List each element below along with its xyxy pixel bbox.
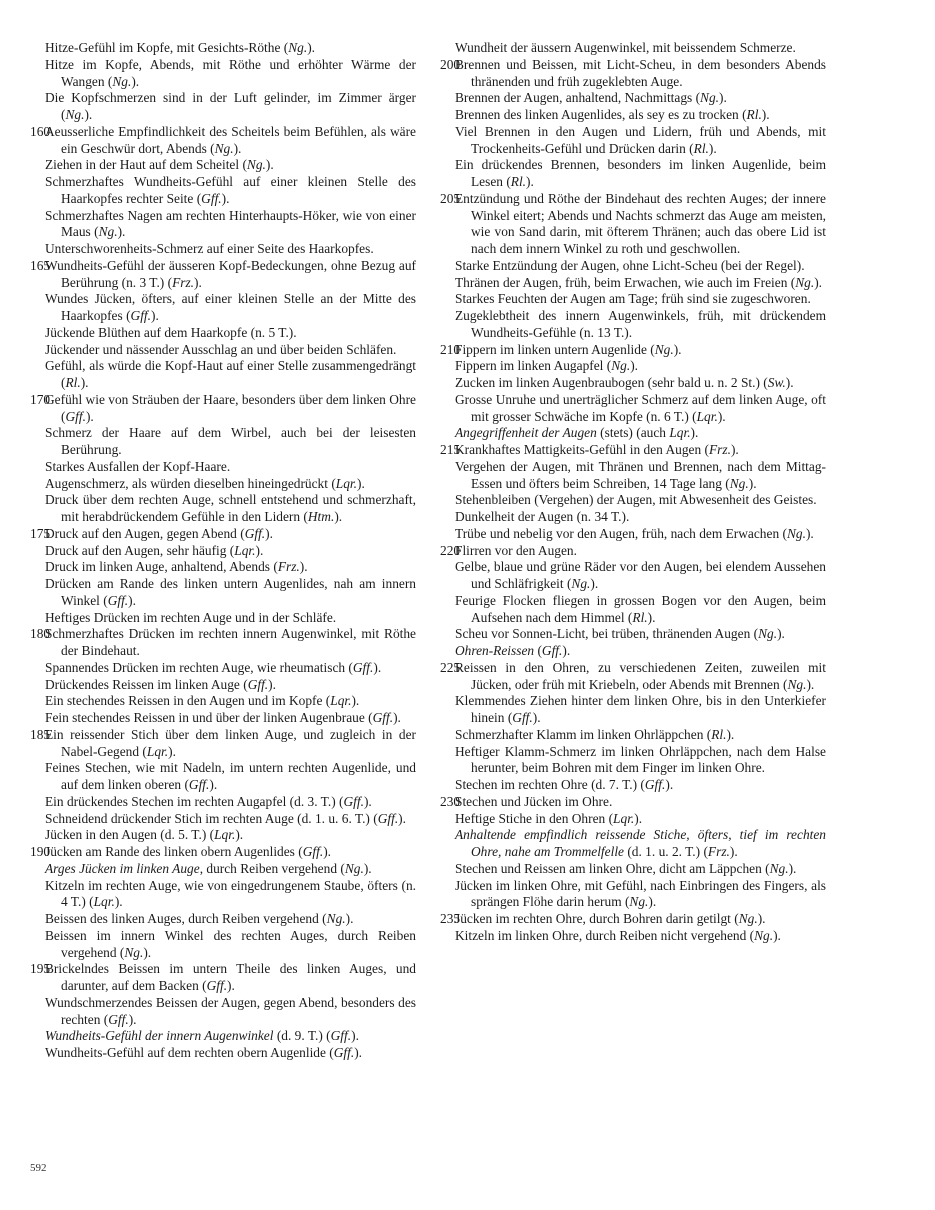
symptom-entry	[30, 911, 416, 928]
entry-text: Dunkelheit der Augen (n. 34 T.).	[455, 509, 630, 524]
entry-number: 220	[440, 542, 461, 558]
symptom-entry	[440, 509, 826, 526]
symptom-entry	[440, 811, 826, 828]
entry-number: 180	[30, 626, 51, 642]
symptom-entry	[30, 827, 416, 844]
symptom-entry	[440, 794, 826, 811]
entry-number: 225	[440, 659, 461, 675]
symptom-entry	[30, 358, 416, 392]
entry-text: Schmerz der Haare auf dem Wirbel, auch bei der leisesten Berührung.	[45, 425, 416, 457]
entry-text: Beissen im innern Winkel des rechten Auges, durch Reiben vergehend (Ng.).	[45, 927, 416, 960]
entry-text: Heftiger Klamm-Schmerz im linken Ohrläppchen, nach dem Halse herunter, beim Bohren mit dem Finger im linken Ohre.	[455, 743, 826, 776]
entry-number: 210	[440, 341, 461, 357]
symptom-entry	[440, 442, 826, 459]
entry-text: Klemmendes Ziehen hinter dem linken Ohre, bis in den Unterkiefer hinein (Gff.).	[455, 693, 826, 725]
entry-text: Fippern im linken Augapfel (Ng.).	[455, 358, 638, 374]
entry-text: Kitzeln im rechten Auge, wie von eingedrungenem Staube, öfters (n. 4 T.) (Lqr.).	[45, 877, 416, 910]
symptom-entry	[30, 174, 416, 208]
entry-text: Kitzeln im linken Ohre, durch Reiben nicht vergehend (Ng.).	[455, 927, 781, 943]
entry-text: Ein reissender Stich über dem linken Auge, und zugleich in der Nabel-Gegend (Lqr.).	[45, 726, 416, 759]
symptom-entry	[440, 375, 826, 392]
entry-text: Gefühl, als würde die Kopf-Haut auf einer Stelle zusammengedrängt (Rl.).	[45, 358, 416, 390]
symptom-entry	[440, 308, 826, 342]
symptom-entry	[440, 660, 826, 694]
symptom-entry	[440, 258, 826, 275]
entry-text: Viel Brennen in den Augen und Lidern, früh und Abends, mit Trockenheits-Gefühl und Drücken darin (Rl.).	[455, 123, 826, 156]
entry-text: Flirren vor den Augen.	[455, 542, 577, 558]
entry-text: Stehenbleiben (Vergehen) der Augen, mit Abwesenheit des Geistes.	[455, 492, 817, 508]
entry-text: Thränen der Augen, früh, beim Erwachen, wie auch im Freien (Ng.).	[455, 274, 823, 290]
symptom-entry	[30, 844, 416, 861]
entry-number: 175	[30, 525, 51, 541]
entry-text: Schmerzhaftes Wundheits-Gefühl auf einer kleinen Stelle des Haarkopfes rechter Seite (Gff.).	[45, 174, 416, 206]
entry-text: Stechen und Jücken im Ohre.	[455, 793, 613, 809]
symptom-entry	[30, 878, 416, 912]
entry-text: Starkes Feuchten der Augen am Tage; früh sind sie zugeschworen.	[455, 291, 811, 307]
entry-text: Feurige Flocken fliegen in grossen Bogen vor den Augen, beim Aufsehen nach dem Himmel (Rl.).	[455, 592, 826, 625]
right-column	[440, 40, 826, 945]
symptom-entry	[30, 861, 416, 878]
entry-number: 200	[440, 56, 461, 72]
symptom-entry	[30, 660, 416, 677]
symptom-entry	[30, 626, 416, 660]
entry-text: Wundheits-Gefühl auf dem rechten obern Augenlide (Gff.).	[45, 1045, 363, 1060]
entry-text: Jücken in den Augen (d. 5. T.) (Lqr.).	[45, 827, 244, 843]
symptom-entry	[30, 476, 416, 493]
entry-number: 160	[30, 123, 51, 139]
symptom-entry	[440, 559, 826, 593]
entry-number: 165	[30, 257, 51, 273]
symptom-entry	[30, 677, 416, 694]
symptom-entry	[440, 928, 826, 945]
entry-text: Beissen des linken Auges, durch Reiben vergehend (Ng.).	[45, 911, 354, 926]
symptom-entry	[30, 90, 416, 124]
left-column	[30, 40, 416, 1062]
symptom-entry	[30, 559, 416, 576]
symptom-entry	[30, 40, 416, 57]
entry-text: Schmerzhafter Klamm im linken Ohrläppchen (Rl.).	[455, 726, 735, 742]
symptom-entry	[440, 124, 826, 158]
symptom-entry	[30, 124, 416, 158]
entry-number: 195	[30, 961, 51, 977]
entry-text: Drückendes Reissen im linken Auge (Gff.).	[45, 676, 276, 692]
entry-text: Zucken im linken Augenbraubogen (sehr bald u. n. 2 St.) (Sw.).	[455, 375, 794, 390]
symptom-entry	[440, 157, 826, 191]
entry-text: Die Kopfschmerzen sind in der Luft gelinder, im Zimmer ärger (Ng.).	[45, 90, 416, 122]
symptom-entry	[440, 626, 826, 643]
symptom-entry	[440, 878, 826, 912]
symptom-entry	[30, 727, 416, 761]
symptom-entry	[440, 275, 826, 292]
entry-text: Wundes Jücken, öfters, auf einer kleinen Stelle an der Mitte des Haarkopfes (Gff.).	[45, 291, 416, 323]
symptom-entry	[30, 543, 416, 560]
symptom-entry	[440, 358, 826, 375]
entry-text: Anhaltende empfindlich reissende Stiche, öfters, tief im rechten Ohre, nahe am Trommelfelle (d. 1. u. 2. T.) (Frz.).	[455, 827, 826, 859]
page-number: 592	[30, 1162, 47, 1174]
entry-text: Jücken im rechten Ohre, durch Bohren darin getilgt (Ng.).	[455, 911, 766, 926]
entry-text: Augenschmerz, als würden dieselben hineingedrückt (Lqr.).	[45, 475, 365, 491]
entry-text: Angegriffenheit der Augen (stets) (auch Lqr.).	[455, 425, 699, 441]
symptom-entry	[30, 794, 416, 811]
symptom-entry	[440, 593, 826, 627]
entry-number: 205	[440, 190, 461, 206]
entry-text: Entzündung und Röthe der Bindehaut des rechten Auges; der innere Winkel eitert; Abends und Nachts schmerzt das Auge am meisten, wie von Sand darin, mit öfterem Thränen; auch das obere Lid ist nach dem innern Winkel zu roth und geschwollen.	[455, 190, 826, 256]
entry-text: Wundheits-Gefühl der äusseren Kopf-Bedeckungen, ohne Bezug auf Berührung (n. 3 T.) (Frz.).	[45, 257, 416, 290]
symptom-entry	[30, 325, 416, 342]
symptom-entry	[30, 459, 416, 476]
symptom-entry	[440, 342, 826, 359]
symptom-entry	[30, 392, 416, 426]
symptom-entry	[30, 492, 416, 526]
symptom-entry	[30, 241, 416, 258]
entry-text: Zugeklebtheit des innern Augenwinkels, früh, mit drückendem Wundheits-Gefühle (n. 13 T.).	[455, 308, 826, 340]
symptom-entry	[30, 811, 416, 828]
symptom-entry	[440, 90, 826, 107]
symptom-entry	[30, 576, 416, 610]
entry-text: Ziehen in der Haut auf dem Scheitel (Ng.).	[45, 157, 274, 173]
entry-text: Fein stechendes Reissen in und über der linken Augenbraue (Gff.).	[45, 710, 401, 725]
symptom-entry	[440, 40, 826, 57]
symptom-entry	[440, 643, 826, 660]
entry-number: 230	[440, 793, 461, 809]
entry-text: Heftige Stiche in den Ohren (Lqr.).	[455, 810, 643, 826]
entry-number: 185	[30, 726, 51, 742]
symptom-entry	[30, 157, 416, 174]
symptom-entry	[440, 911, 826, 928]
symptom-entry	[440, 425, 826, 442]
symptom-entry	[30, 1045, 416, 1062]
entry-text: Druck im linken Auge, anhaltend, Abends (Frz.).	[45, 559, 308, 575]
entry-text: Brennen der Augen, anhaltend, Nachmittags (Ng.).	[455, 90, 727, 106]
entry-text: Starkes Ausfallen der Kopf-Haare.	[45, 458, 231, 474]
entry-text: Grosse Unruhe und unerträglicher Schmerz auf dem linken Auge, oft mit grosser Schwäche im Kopfe (n. 6 T.) (Lqr.).	[455, 391, 826, 424]
symptom-entry	[440, 57, 826, 91]
entry-number: 215	[440, 442, 461, 457]
entry-text: Reissen in den Ohren, zu verschiedenen Zeiten, zuweilen mit Jücken, oder früh mit Kriebeln, oder Abends mit Brennen (Ng.).	[455, 659, 826, 692]
entry-text: Jückende Blüthen auf dem Haarkopfe (n. 5 T.).	[45, 324, 297, 340]
entry-text: Wundheits-Gefühl der innern Augenwinkel (d. 9. T.) (Gff.).	[45, 1028, 359, 1044]
entry-text: Brennen des linken Augenlides, als sey es zu trocken (Rl.).	[455, 107, 770, 122]
entry-text: Ein drückendes Brennen, besonders im linken Augenlide, beim Lesen (Rl.).	[455, 157, 826, 189]
symptom-entry	[30, 961, 416, 995]
symptom-entry	[30, 928, 416, 962]
entry-text: Aeusserliche Empfindlichkeit des Scheitels beim Befühlen, als wäre ein Geschwür dort, Abends (Ng.).	[45, 123, 416, 156]
entry-text: Heftiges Drücken im rechten Auge und in der Schläfe.	[45, 609, 337, 625]
entry-text: Spannendes Drücken im rechten Auge, wie rheumatisch (Gff.).	[45, 659, 382, 675]
symptom-entry	[30, 291, 416, 325]
entry-text: Trübe und nebelig vor den Augen, früh, nach dem Erwachen (Ng.).	[455, 525, 814, 541]
entry-text: Druck auf den Augen, sehr häufig (Lqr.).	[45, 542, 264, 558]
entry-text: Starke Entzündung der Augen, ohne Licht-Scheu (bei der Regel).	[455, 257, 805, 273]
entry-text: Unterschworenheits-Schmerz auf einer Seite des Haarkopfes.	[45, 241, 374, 256]
entry-text: Ein stechendes Reissen in den Augen und im Kopfe (Lqr.).	[45, 693, 360, 709]
symptom-entry	[30, 57, 416, 91]
entry-text: Drücken am Rande des linken untern Augenlides, nah am innern Winkel (Gff.).	[45, 576, 416, 608]
entry-text: Hitze im Kopfe, Abends, mit Röthe und erhöhter Wärme der Wangen (Ng.).	[45, 56, 416, 89]
entry-text: Stechen und Reissen am linken Ohre, dicht am Läppchen (Ng.).	[455, 860, 797, 876]
entry-text: Jücken im linken Ohre, mit Gefühl, nach Einbringen des Fingers, als sprängen Flöhe darin herum (Ng.).	[455, 877, 826, 910]
entry-text: Wundschmerzendes Beissen der Augen, gegen Abend, besonders des rechten (Gff.).	[45, 994, 416, 1027]
symptom-entry	[440, 459, 826, 493]
symptom-entry	[440, 107, 826, 124]
entry-text: Vergehen der Augen, mit Thränen und Brennen, nach dem Mittag-Essen und öfters beim Schreiben, 14 Tage lang (Ng.).	[455, 458, 826, 491]
entry-number: 170	[30, 391, 51, 407]
entry-text: Stechen im rechten Ohre (d. 7. T.) (Gff.).	[455, 777, 674, 792]
entry-text: Gefühl wie von Sträuben der Haare, besonders über dem linken Ohre (Gff.).	[45, 391, 416, 424]
entry-number: 190	[30, 844, 51, 859]
entry-text: Jückender und nässender Ausschlag an und über beiden Schläfen.	[45, 341, 397, 357]
entry-text: Fippern im linken untern Augenlide (Ng.).	[455, 341, 682, 357]
entry-text: Feines Stechen, wie mit Nadeln, im untern rechten Augenlide, und auf dem linken oberen (Gff.).	[45, 760, 416, 792]
entry-text: Ohren-Reissen (Gff.).	[455, 643, 571, 658]
symptom-entry	[30, 526, 416, 543]
symptom-entry	[30, 710, 416, 727]
symptom-entry	[440, 744, 826, 778]
symptom-entry	[30, 693, 416, 710]
symptom-entry	[440, 777, 826, 794]
symptom-entry	[30, 995, 416, 1029]
entry-text: Brickelndes Beissen im untern Theile des linken Auges, und darunter, auf dem Backen (Gff.).	[45, 961, 416, 993]
entry-text: Gelbe, blaue und grüne Räder vor den Augen, bei elendem Aussehen und Schläfrigkeit (Ng.).	[455, 559, 826, 591]
entry-text: Druck auf den Augen, gegen Abend (Gff.).	[45, 525, 273, 541]
symptom-entry	[440, 392, 826, 426]
entry-text: Scheu vor Sonnen-Licht, bei trüben, thränenden Augen (Ng.).	[455, 626, 785, 642]
entry-text: Brennen und Beissen, mit Licht-Scheu, in dem besonders Abends thränenden und früh zugeklebten Auge.	[455, 56, 826, 89]
symptom-entry	[30, 258, 416, 292]
entry-text: Hitze-Gefühl im Kopfe, mit Gesichts-Röthe (Ng.).	[45, 40, 315, 55]
entry-number: 235	[440, 911, 461, 926]
symptom-entry	[30, 208, 416, 242]
symptom-entry	[440, 291, 826, 308]
entry-text: Arges Jücken im linken Auge, durch Reiben vergehend (Ng.).	[45, 860, 372, 876]
entry-text: Ein drückendes Stechen im rechten Augapfel (d. 3. T.) (Gff.).	[45, 793, 372, 809]
symptom-entry	[30, 1028, 416, 1045]
symptom-entry	[440, 492, 826, 509]
entry-text: Krankhaftes Mattigkeits-Gefühl in den Augen (Frz.).	[455, 442, 739, 457]
symptom-entry	[440, 543, 826, 560]
symptom-entry	[30, 342, 416, 359]
entry-text: Schneidend drückender Stich im rechten Auge (d. 1. u. 6. T.) (Gff.).	[45, 810, 406, 826]
symptom-entry	[440, 727, 826, 744]
symptom-entry	[440, 861, 826, 878]
symptom-entry	[440, 827, 826, 861]
entry-text: Druck über dem rechten Auge, schnell entstehend und schmerzhaft, mit herabdrückendem Gefühle in den Lidern (Htm.).	[45, 492, 416, 524]
entry-text: Jücken am Rande des linken obern Augenlides (Gff.).	[45, 844, 331, 859]
entry-text: Schmerzhaftes Nagen am rechten Hinterhaupts-Höker, wie von einer Maus (Ng.).	[45, 207, 416, 240]
symptom-entry	[440, 191, 826, 258]
entry-text: Wundheit der äussern Augenwinkel, mit beissendem Schmerze.	[455, 40, 796, 55]
symptom-entry	[30, 610, 416, 627]
symptom-entry	[30, 760, 416, 794]
symptom-entry	[440, 693, 826, 727]
symptom-entry	[30, 425, 416, 459]
entry-text: Schmerzhaftes Drücken im rechten innern Augenwinkel, mit Röthe der Bindehaut.	[45, 626, 416, 658]
symptom-entry	[440, 526, 826, 543]
